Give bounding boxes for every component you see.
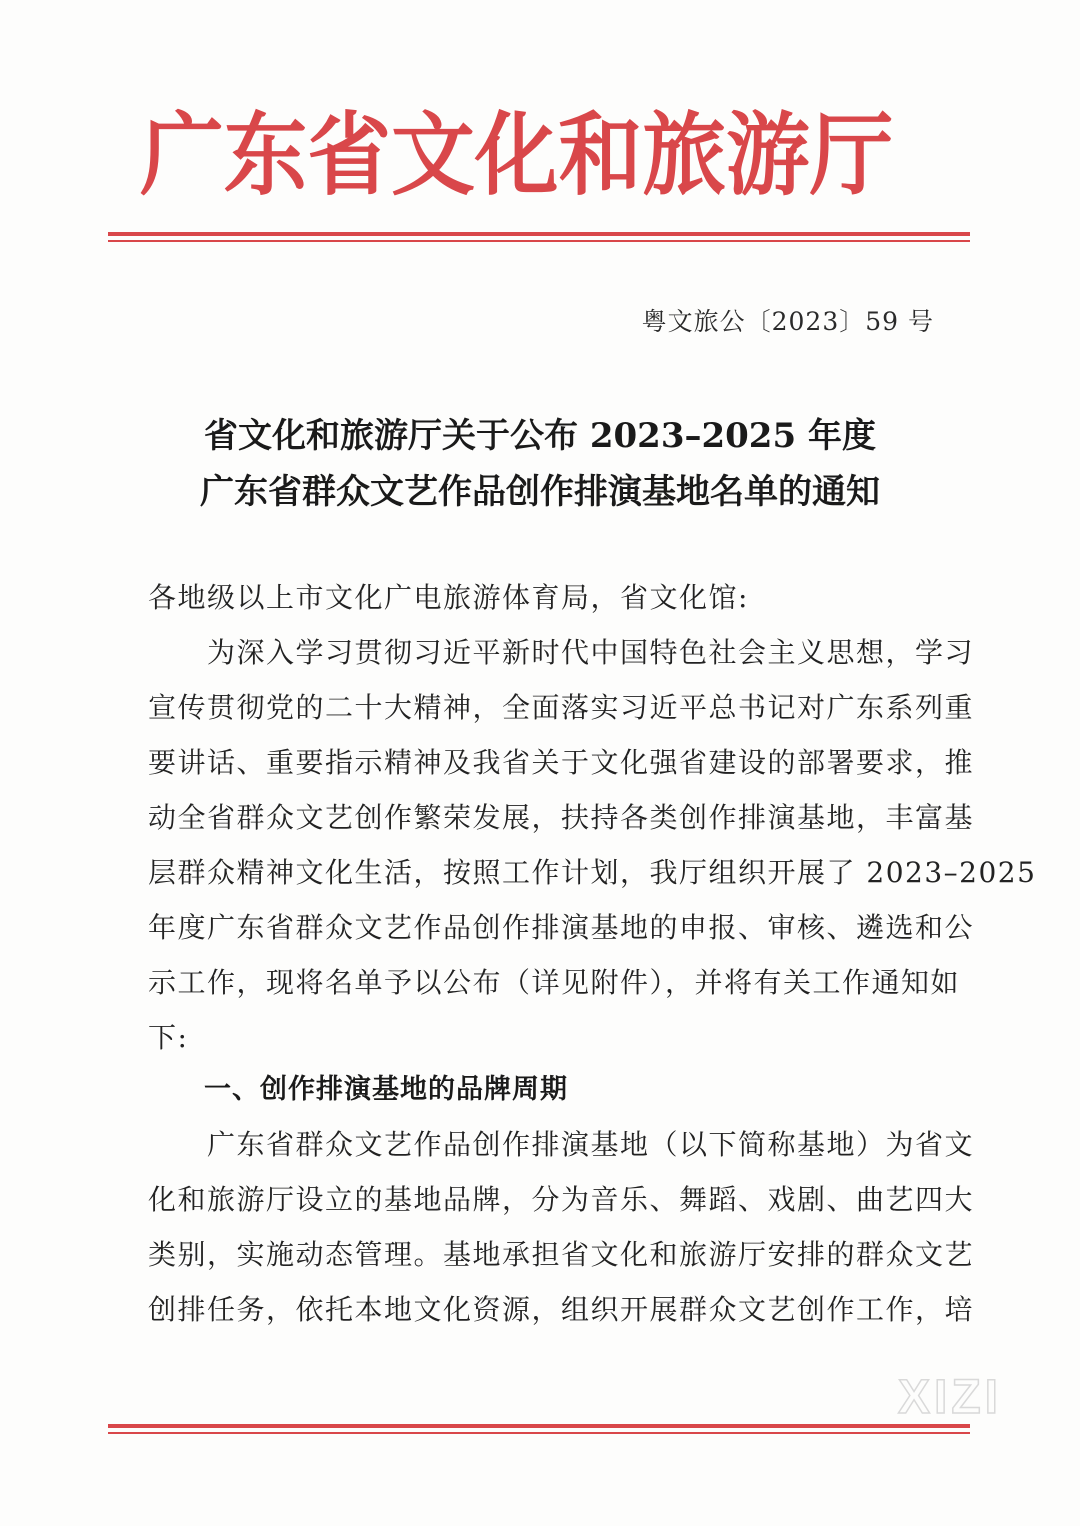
paragraph-2-line: 化和旅游厅设立的基地品牌，分为音乐、舞蹈、戏剧、曲艺四大 xyxy=(148,1183,975,1216)
document-number: 粤文旅公〔2023〕59 号 xyxy=(641,307,934,336)
watermark-logo: XIZI xyxy=(897,1371,1002,1424)
paragraph-1-line: 为深入学习贯彻习近平新时代中国特色社会主义思想，学习 xyxy=(148,636,975,669)
salutation: 各地级以上市文化广电旅游体育局，省文化馆: xyxy=(148,581,749,614)
paragraph-2-line: 广东省群众文艺作品创作排演基地（以下简称基地）为省文 xyxy=(148,1128,975,1161)
paragraph-1-line: 下: xyxy=(148,1021,189,1054)
agency-header: 广东省文化和旅游厅 xyxy=(140,102,894,208)
paragraph-1-line: 宣传贯彻党的二十大精神，全面落实习近平总书记对广东系列重 xyxy=(148,691,975,724)
footer-rule-thick xyxy=(108,1424,970,1428)
paragraph-2-line: 类别，实施动态管理。基地承担省文化和旅游厅安排的群众文艺 xyxy=(148,1238,975,1271)
paragraph-1-line: 层群众精神文化生活，按照工作计划，我厅组织开展了 2023–2025 xyxy=(148,856,1037,889)
section-1-heading: 一、创作排演基地的品牌周期 xyxy=(204,1074,568,1105)
header-rule-thin xyxy=(108,240,970,242)
paragraph-1-line: 年度广东省群众文艺作品创作排演基地的申报、审核、遴选和公 xyxy=(148,911,975,944)
header-rule-thick xyxy=(108,232,970,236)
footer-rule-thin xyxy=(108,1432,970,1434)
paragraph-1-line: 示工作，现将名单予以公布（详见附件），并将有关工作通知如 xyxy=(148,966,961,999)
paragraph-1-line: 要讲话、重要指示精神及我省关于文化强省建设的部署要求，推 xyxy=(148,746,975,779)
paragraph-1-line: 动全省群众文艺创作繁荣发展，扶持各类创作排演基地，丰富基 xyxy=(148,801,975,834)
paragraph-2-line: 创排任务，依托本地文化资源，组织开展群众文艺创作工作，培 xyxy=(148,1293,975,1326)
document-title-line-1: 省文化和旅游厅关于公布 2023–2025 年度 xyxy=(204,416,876,456)
document-title-line-2: 广东省群众文艺作品创作排演基地名单的通知 xyxy=(200,472,880,512)
